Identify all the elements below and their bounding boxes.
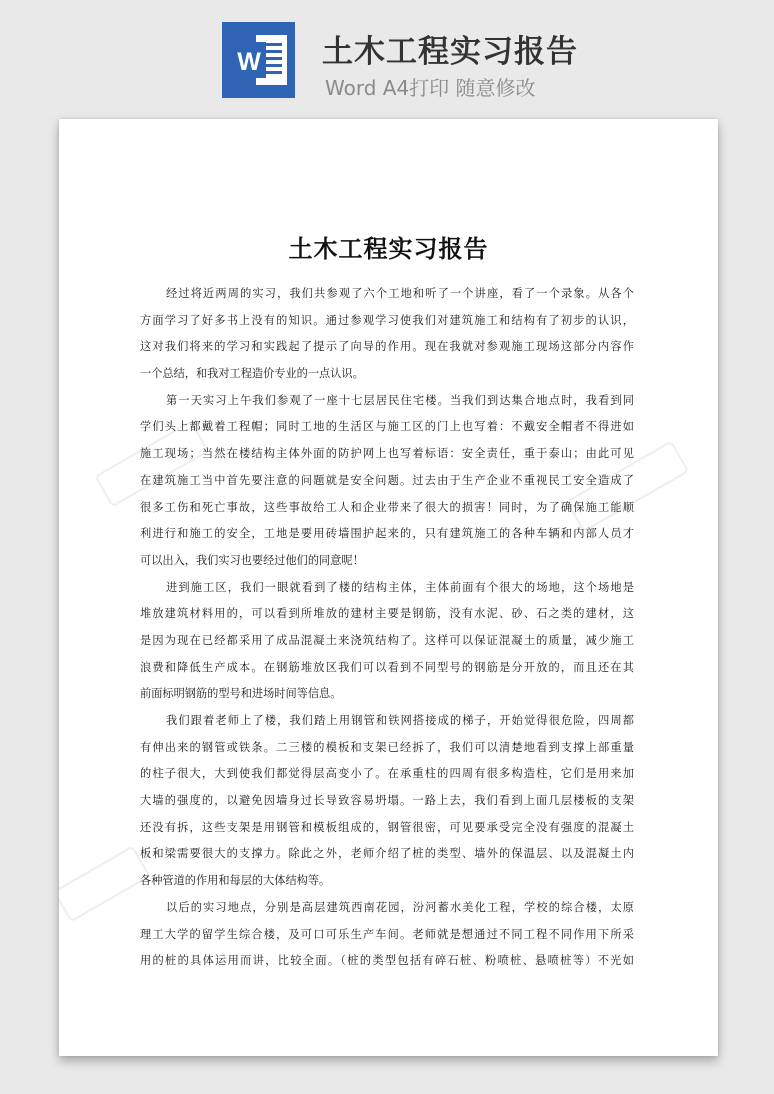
text-line: 这对我们将来的学习和实践起了提示了向导的作用。现在我就对参观施工现场这部分内容作 [140, 340, 634, 354]
text-line: 用的桩的具体运用而讲，比较全面。（桩的类型包括有碎石桩、粉喷桩、悬喷桩等）不光如 [140, 954, 634, 968]
text-line: 堆放建筑材料用的，可以看到所堆放的建材主要是钢筋，没有水泥、砂、石之类的建材，这 [140, 607, 634, 621]
text-line: 各种管道的作用和每层的大体结构等。 [140, 874, 331, 888]
text-line: 一个总结，和我对工程造价专业的一点认识。 [140, 367, 364, 381]
text-line: 学们头上都戴着工程帽；同时工地的生活区与施工区的门上也写着：不戴安全帽者不得进如 [140, 420, 634, 434]
document-body [140, 281, 634, 975]
text-line: 板和梁需要很大的支撑力。除此之外，老师介绍了桩的类型、墙外的保温层、以及混凝土内 [140, 847, 634, 861]
word-icon-letter: W [237, 48, 261, 76]
text-line: 理工大学的留学生综合楼，及可口可乐生产车间。老师就是想通过不同工程不同作用下所采 [140, 927, 634, 941]
text-line: 很多工伤和死亡事故，这些事故给工人和企业带来了很大的损害！同时，为了确保施工能顺 [140, 500, 634, 514]
text-line: 以后的实习地点，分别是高层建筑西南花园，汾河蓄水美化工程，学校的综合楼，太原 [166, 900, 634, 914]
text-line: 大墙的强度的，以避免因墙身过长导致容易坍塌。一路上去，我们看到上面几层楼板的支架 [140, 794, 634, 808]
text-line: 的柱子很大，大到使我们都觉得层高变小了。在承重柱的四周有很多构造柱，它们是用来加 [140, 767, 634, 781]
text-line: 利进行和施工的安全，工地是要用砖墙围护起来的，只有建筑施工的各种车辆和内部人员才 [140, 527, 634, 541]
text-line: 还没有拆，这些支架是用钢管和模板组成的，钢管很密，可见要承受完全没有强度的混凝土 [140, 820, 634, 834]
text-line: 经过将近两周的实习，我们共参观了六个工地和听了一个讲座，看了一个录象。从各个 [166, 287, 634, 300]
word-document-icon [222, 22, 295, 98]
text-line: 浪费和降低生产成本。在钢筋堆放区我们可以看到不同型号的钢筋是分开放的，而且还在其 [140, 660, 634, 674]
text-line: 我们跟着老师上了楼，我们踏上用钢管和铁网搭接成的梯子，开始觉得很危险，四周都 [166, 714, 634, 727]
banner-header [0, 0, 774, 112]
text-line: 有伸出来的钢管或铁条。二三楼的模板和支架已经拆了，我们可以清楚地看到支撑上部重量 [140, 740, 634, 754]
text-line: 方面学习了好多书上没有的知识。通过参观学习使我们对建筑施工和结构有了初步的认识， [140, 313, 634, 327]
text-line: 前面标明钢筋的型号和进场时间等信息。 [140, 687, 342, 701]
header-title: 土木工程实习报告 [322, 34, 578, 70]
text-line: 在建筑施工当中首先要注意的问题就是安全问题。过去由于生产企业不重视民工安全造成了 [140, 473, 634, 487]
text-line: 第一天实习上午我们参观了一座十七层居民住宅楼。当我们到达集合地点时，我看到同 [166, 393, 634, 407]
document-page [59, 119, 718, 1056]
document-title: 土木工程实习报告 [288, 235, 489, 263]
text-line: 可以出入，我们实习也要经过他们的同意呢！ [140, 553, 364, 567]
text-line: 是因为现在已经都采用了成品混凝土来浇筑结构了。这样可以保证混凝土的质量，减少施工 [140, 633, 634, 647]
header-subtitle: Word A4打印 随意修改 [325, 76, 536, 100]
text-line: 施工现场；当然在楼结构主体外面的防护网上也写着标语：安全责任，重于泰山；由此可见 [140, 447, 634, 461]
text-line: 进到施工区，我们一眼就看到了楼的结构主体，主体前面有个很大的场地，这个场地是 [166, 580, 634, 594]
